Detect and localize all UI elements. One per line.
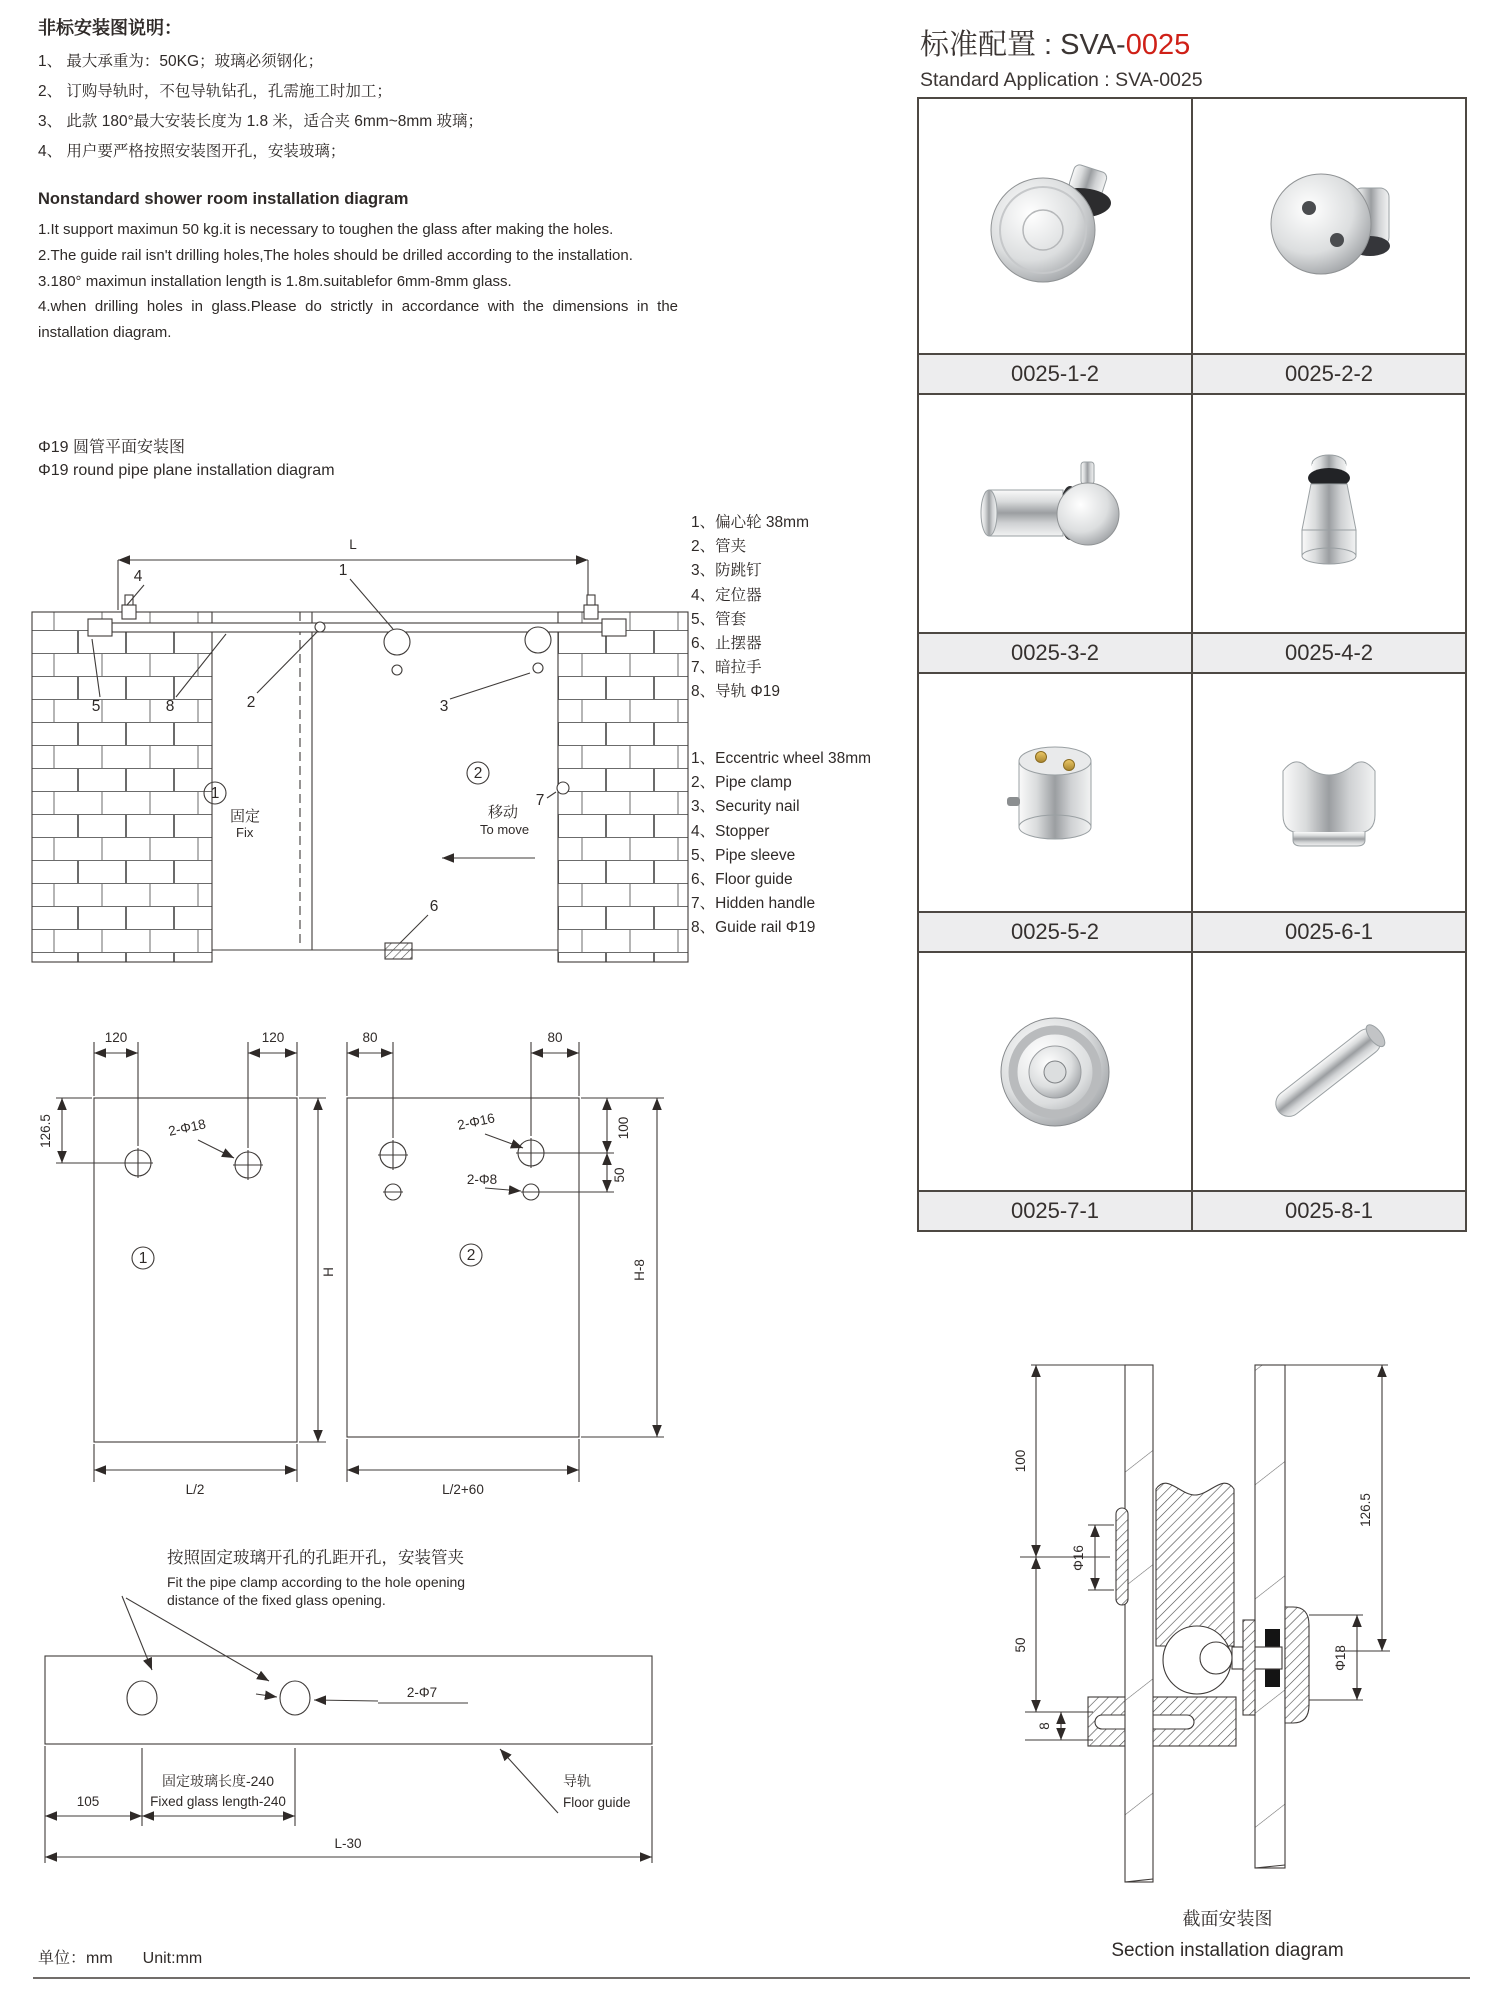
parts-list-en-item: 6、Floor guide — [691, 870, 793, 888]
dim-phi18: Φ18 — [1333, 1645, 1348, 1671]
product-code-label: 0025-8-1 — [1193, 1192, 1465, 1230]
plane-installation-drawing — [30, 515, 690, 965]
dim-100: 100 — [616, 1116, 631, 1140]
callout-7: 7 — [535, 792, 545, 809]
standard-parts-table — [917, 97, 1467, 1232]
holes-2phi16: 2-Φ16 — [456, 1110, 497, 1133]
dim-phi16: Φ16 — [1071, 1545, 1086, 1571]
glass-clamp-back-photo — [1249, 146, 1409, 306]
note-en-item: 3.180° maximun installation length is 1.8m.suitablefor 6mm-8mm glass. — [38, 272, 512, 290]
note-en-item: 2.The guide rail isn't drilling holes,The holes should be drilled according to the installation. — [38, 246, 633, 264]
dim-50: 50 — [1013, 1637, 1028, 1653]
panel1-label-zh: 固定 — [230, 808, 261, 825]
dim-100: 100 — [1013, 1449, 1028, 1473]
product-photo-0025-3-2 — [919, 395, 1191, 632]
parts-list-zh-item: 7、暗拉手 — [691, 659, 762, 677]
parts-list-zh-item: 5、管套 — [691, 610, 747, 628]
guide-rail-tube-photo — [1249, 992, 1409, 1152]
pipe-clamp-photo — [975, 713, 1135, 873]
plane-diagram-title-en: Φ19 round pipe plane installation diagram — [38, 462, 335, 479]
product-photo-0025-8-1 — [1193, 953, 1465, 1190]
parts-list-zh-item: 1、偏心轮 38mm — [691, 514, 809, 531]
plane-drawing-linework — [32, 560, 688, 962]
product-code-label: 0025-1-2 — [919, 355, 1191, 393]
product-code-label: 0025-7-1 — [919, 1192, 1191, 1230]
product-code-label: 0025-2-2 — [1193, 355, 1465, 393]
dim-50: 50 — [612, 1167, 627, 1183]
dim-2phi7: 2-Φ7 — [406, 1685, 438, 1700]
product-photo-0025-1-2 — [919, 99, 1191, 353]
dim-120: 120 — [261, 1030, 285, 1045]
product-photo-0025-5-2 — [919, 674, 1191, 911]
rail-drawing-labels — [77, 1685, 631, 1851]
notes-zh-block — [38, 14, 708, 167]
parts-list-en-item: 5、Pipe sleeve — [691, 846, 796, 864]
product-code-label: 0025-6-1 — [1193, 913, 1465, 951]
panel1-number: 1 — [210, 785, 220, 802]
standard-title-en: Standard Application : SVA-0025 — [920, 69, 1203, 91]
dim-L260: L/2+60 — [442, 1482, 484, 1497]
unit-note-zh: 单位：mm — [38, 1950, 113, 1967]
plane-diagram-title-zh: Φ19 圆管平面安装图 — [38, 439, 186, 456]
section-installation-drawing — [995, 1345, 1460, 1935]
standard-application-header — [920, 22, 1203, 92]
dim-L30: L-30 — [334, 1836, 362, 1851]
holes-2phi8: 2-Φ8 — [466, 1172, 498, 1187]
floor-guide-label-zh: 导轨 — [563, 1773, 591, 1789]
dim-105: 105 — [76, 1794, 100, 1809]
parts-list-en-item: 7、Hidden handle — [691, 895, 816, 913]
clamp-note-zh: 按照固定玻璃开孔的孔距开孔，安装管夹 — [167, 1549, 464, 1567]
unit-note — [38, 1945, 202, 1968]
unit-note-en: Unit:mm — [142, 1950, 203, 1967]
callout-3: 3 — [439, 698, 449, 715]
note-en-item: 4.when drilling holes in glass.Please do strictly in accordance with the dimensions in the installation diagram. — [38, 298, 678, 342]
panel1-label-en: Fix — [236, 825, 254, 840]
callout-5: 5 — [91, 698, 101, 715]
notes-en-title: Nonstandard shower room installation diagram — [38, 190, 409, 208]
product-photo-0025-7-1 — [919, 953, 1191, 1190]
product-code-label: 0025-4-2 — [1193, 634, 1465, 672]
callout-8: 8 — [165, 698, 175, 715]
dim-120: 120 — [104, 1030, 128, 1045]
product-code-label: 0025-5-2 — [919, 913, 1191, 951]
dim-label-L: L — [349, 537, 357, 552]
glass-hole-drawing — [30, 1000, 690, 1510]
callout-2: 2 — [246, 694, 256, 711]
standard-code: 0025 — [1125, 29, 1191, 61]
rail-drawing-linework — [45, 1596, 652, 1863]
fixed-glass-length-en: Fixed glass length-240 — [150, 1794, 286, 1809]
dim-80: 80 — [547, 1030, 563, 1045]
dim-H: H — [321, 1267, 336, 1277]
product-code-label: 0025-3-2 — [919, 634, 1191, 672]
note-en-item: 1.It support maximun 50 kg.it is necessary to toughen the glass after making the holes. — [38, 221, 614, 238]
clamp-note-en: Fit the pipe clamp according to the hole opening — [167, 1574, 466, 1590]
dim-126-5: 126.5 — [1358, 1493, 1373, 1527]
note-zh-item: 1、 最大承重为：50KG；玻璃必须钢化； — [38, 53, 324, 70]
note-zh-item: 2、 订购导轨时，不包导轨钻孔，孔需施工时加工； — [38, 83, 392, 100]
callout-1: 1 — [338, 562, 348, 579]
parts-list-zh — [691, 510, 809, 704]
parts-list-en-item: 3、Security nail — [691, 798, 800, 816]
floor-guide-label-en: Floor guide — [563, 1795, 631, 1810]
glass-drawing-labels — [38, 1030, 647, 1497]
note-zh-item: 3、 此款 180°最大安装长度为 1.8 米，适合夹 6mm~8mm 玻璃； — [38, 113, 484, 130]
guide-rail-drawing — [30, 1530, 680, 1875]
parts-list-en-item: 4、Stopper — [691, 822, 770, 840]
glass-panel2-number: 2 — [466, 1247, 476, 1264]
dim-H8: H-8 — [632, 1259, 647, 1281]
clamp-note-en: distance of the fixed glass opening. — [167, 1592, 386, 1608]
plane-diagram-heading — [38, 436, 335, 482]
parts-list-zh-item: 3、防跳钉 — [691, 562, 762, 580]
dim-126-5: 126.5 — [38, 1114, 53, 1148]
parts-list-en — [691, 746, 871, 940]
parts-list-en-item: 1、Eccentric wheel 38mm — [691, 750, 872, 767]
standard-prefix: 标准配置 : SVA- — [920, 29, 1126, 61]
callout-6: 6 — [429, 898, 439, 915]
section-drawing-linework — [1020, 1365, 1390, 1882]
product-photo-0025-4-2 — [1193, 395, 1465, 632]
parts-list-zh-item: 6、止摆器 — [691, 634, 762, 652]
section-caption-zh: 截面安装图 — [1182, 1909, 1273, 1929]
parts-list-zh-item: 2、管夹 — [691, 538, 747, 556]
panel2-number: 2 — [473, 765, 483, 782]
bottom-rule — [33, 1977, 1470, 1979]
product-photo-0025-6-1 — [1193, 674, 1465, 911]
parts-list-en-item: 8、Guide rail Φ19 — [691, 919, 816, 937]
floor-guide-clamp-photo — [1249, 713, 1409, 873]
dim-80: 80 — [362, 1030, 378, 1045]
notes-en-block — [38, 190, 678, 346]
product-photo-0025-2-2 — [1193, 99, 1465, 353]
holes-2phi18: 2-Φ18 — [167, 1116, 208, 1139]
glass-panel1-number: 1 — [138, 1250, 148, 1267]
standard-title-zh — [920, 22, 1203, 63]
stopper-photo — [1249, 434, 1409, 594]
parts-list-zh-item: 4、定位器 — [691, 586, 762, 604]
dim-8: 8 — [1037, 1722, 1052, 1730]
wheel-pulley-photo — [975, 992, 1135, 1152]
fixed-glass-length-zh: 固定玻璃长度-240 — [161, 1773, 275, 1789]
note-zh-item: 4、 用户要严格按照安装图开孔，安装玻璃； — [38, 143, 346, 160]
section-caption-en: Section installation diagram — [1111, 1940, 1344, 1961]
callout-4: 4 — [133, 568, 143, 585]
parts-list-zh-item: 8、导轨 Φ19 — [691, 683, 781, 701]
panel2-label-en: To move — [480, 822, 530, 837]
dim-L2: L/2 — [185, 1482, 205, 1497]
eccentric-wheel-photo — [975, 434, 1135, 594]
parts-list-en-item: 2、Pipe clamp — [691, 774, 792, 792]
notes-zh-title: 非标安装图说明： — [38, 18, 182, 38]
glass-clamp-front-photo — [975, 146, 1135, 306]
panel2-label-zh: 移动 — [488, 804, 519, 821]
section-caption — [995, 1905, 1460, 1962]
